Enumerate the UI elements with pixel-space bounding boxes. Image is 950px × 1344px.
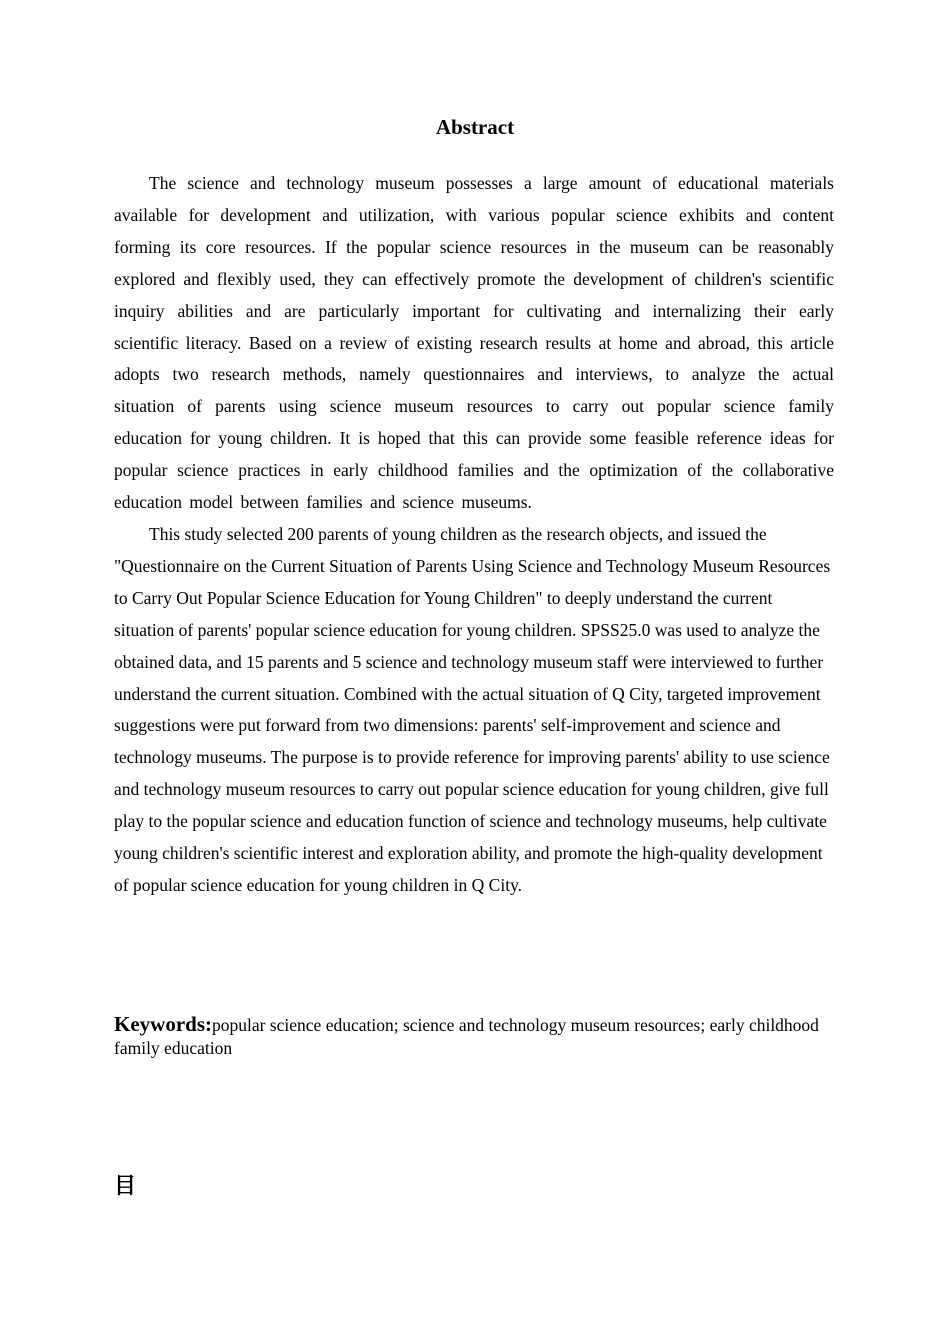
abstract-paragraph-2: This study selected 200 parents of young children as the research objects, and issued the "Questionnaire on the Current Situation of Parents Using Science and Technology Museum Resources to Carry Out Popular Science Education for Young Children" to deeply understand the current situation of parents' popular science education for young children. SPSS25.0 was used to analyze the obtained data, and 15 parents and 5 science and technology museum staff were interviewed to further understand the current situation. Combined with the actual situation of Q City, targeted improvement suggestions were put forward from two dimensions: parents' self-improvement and science and technology museums. The purpose is to provide reference for improving parents' ability to use science and technology museum resources to carry out popular science education for young children, give full play to the popular science and education function of science and technology museums, help cultivate young children's scientific interest and exploration ability, and promote the high-quality development of popular science education for young children in Q City. [114, 523, 831, 895]
toc-heading: 目 [114, 1174, 137, 1199]
keywords-text: popular science education; science and technology museum resources; early childhood family education [114, 1015, 819, 1058]
abstract-title: Abstract [435, 115, 515, 139]
abstract-paragraph-1: The science and technology museum possesses a large amount of educational materials available for development and utilization, with various popular science exhibits and content forming its core resources. If the popular science resources in the museum can be reasonably explored and flexibly used, they can effectively promote the development of children's scientific inquiry abilities and are particularly important for cultivating and internalizing their early scientific literacy. Based on a review of existing research results at home and abroad, this article adopts two research methods, namely questionnaires and interviews, to analyze the actual situation of parents using science museum resources to carry out popular science family education for young children. It is hoped that this can provide some feasible reference ideas for popular science practices in early childhood families and the optimization of the collaborative education model between families and science museums. [114, 173, 834, 513]
keywords-line [114, 1013, 834, 1060]
keywords-label: Keywords: [114, 1012, 212, 1036]
abstract-body [114, 168, 834, 902]
